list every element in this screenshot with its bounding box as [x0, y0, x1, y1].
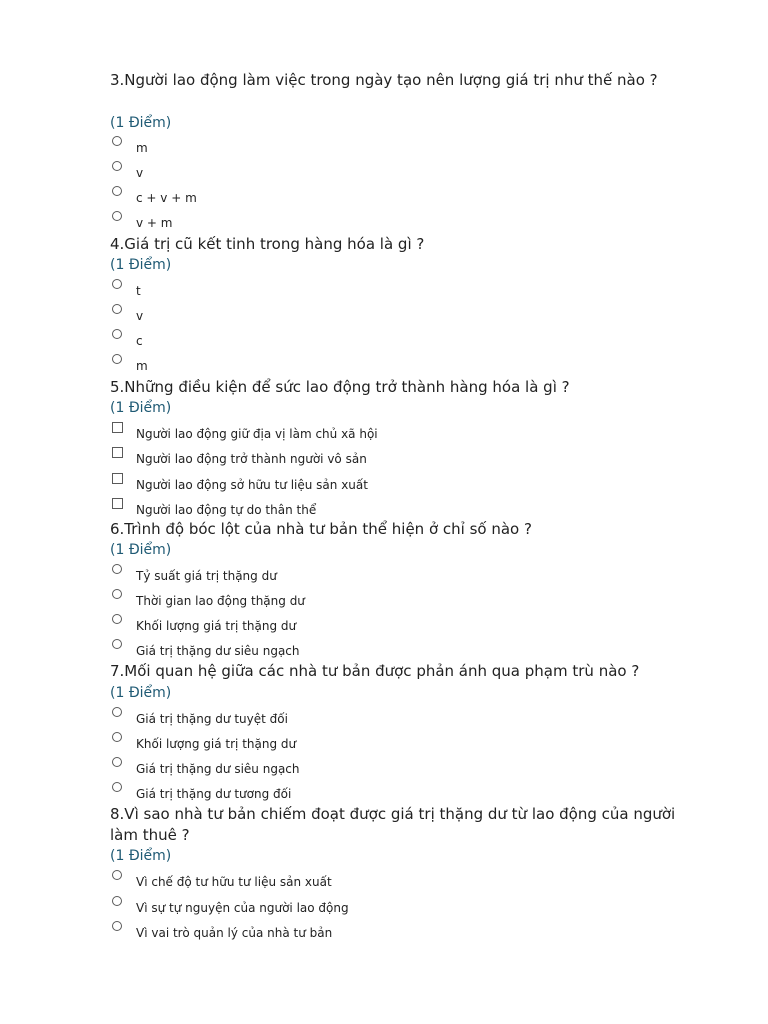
option[interactable]	[110, 564, 670, 589]
question-title: 7.Mối quan hệ giữa các nhà tư bản được phản ánh qua phạm trù nào ?	[110, 662, 640, 680]
option-label: m	[136, 141, 148, 155]
checkbox[interactable]	[112, 422, 123, 433]
question-title: 3.Người lao động làm việc trong ngày tạo nên lượng giá trị như thế nào ?	[110, 71, 658, 89]
checkbox[interactable]	[112, 498, 123, 509]
radio-button[interactable]	[112, 732, 122, 742]
option[interactable]	[110, 589, 670, 614]
option-label: c	[136, 334, 143, 348]
option[interactable]	[110, 896, 670, 921]
question-points: (1 Điểm)	[110, 257, 172, 273]
question-title: 8.Vì sao nhà tư bản chiếm đoạt được giá trị thặng dư từ lao động của người làm thuê ?	[110, 805, 676, 844]
option-label: Khối lượng giá trị thặng dư	[136, 737, 297, 751]
option[interactable]	[110, 354, 670, 379]
question-7	[110, 661, 710, 801]
option[interactable]	[110, 304, 670, 329]
option[interactable]	[110, 136, 670, 161]
question-points: (1 Điểm)	[110, 542, 172, 558]
radio-button[interactable]	[112, 782, 122, 792]
option[interactable]	[110, 447, 670, 472]
option-label: Người lao động sở hữu tư liệu sản xuất	[136, 478, 368, 492]
option-label: Vì vai trò quản lý của nhà tư bản	[136, 926, 333, 940]
option[interactable]	[110, 186, 670, 211]
question-points: (1 Điểm)	[110, 400, 172, 416]
radio-button[interactable]	[112, 870, 122, 880]
option[interactable]	[110, 757, 670, 782]
radio-button[interactable]	[112, 161, 122, 171]
option-label: t	[136, 284, 141, 298]
question-3	[110, 70, 710, 230]
option-label: Giá trị thặng dư tuyệt đối	[136, 712, 288, 726]
option-label: Thời gian lao động thặng dư	[136, 594, 305, 608]
radio-button[interactable]	[112, 354, 122, 364]
option[interactable]	[110, 161, 670, 186]
question-points: (1 Điểm)	[110, 848, 172, 864]
question-points: (1 Điểm)	[110, 115, 172, 131]
radio-button[interactable]	[112, 921, 122, 931]
radio-button[interactable]	[112, 757, 122, 767]
option[interactable]	[110, 473, 670, 498]
option[interactable]	[110, 732, 670, 757]
radio-button[interactable]	[112, 564, 122, 574]
option[interactable]	[110, 614, 670, 639]
question-4	[110, 234, 710, 373]
question-title: 4.Giá trị cũ kết tinh trong hàng hóa là gì ?	[110, 235, 425, 253]
option[interactable]	[110, 870, 670, 895]
option-label: v + m	[136, 216, 173, 230]
radio-button[interactable]	[112, 589, 122, 599]
option-label: Người lao động tự do thân thể	[136, 503, 317, 517]
option[interactable]	[110, 329, 670, 354]
radio-button[interactable]	[112, 614, 122, 624]
option[interactable]	[110, 211, 670, 236]
option-label: Người lao động trở thành người vô sản	[136, 452, 367, 466]
radio-button[interactable]	[112, 304, 122, 314]
radio-button[interactable]	[112, 707, 122, 717]
radio-button[interactable]	[112, 896, 122, 906]
checkbox[interactable]	[112, 473, 123, 484]
radio-button[interactable]	[112, 639, 122, 649]
option-label: Người lao động giữ địa vị làm chủ xã hội	[136, 427, 378, 441]
question-8	[110, 804, 710, 940]
question-title: 5.Những điều kiện để sức lao động trở thành hàng hóa là gì ?	[110, 378, 570, 396]
option-label: Vì chế độ tư hữu tư liệu sản xuất	[136, 875, 332, 889]
option-label: Khối lượng giá trị thặng dư	[136, 619, 297, 633]
option-label: v	[136, 309, 144, 323]
option-label: c + v + m	[136, 191, 197, 205]
radio-button[interactable]	[112, 329, 122, 339]
option-label: Giá trị thặng dư tương đối	[136, 787, 292, 801]
question-5	[110, 377, 710, 517]
option[interactable]	[110, 279, 670, 304]
option[interactable]	[110, 707, 670, 732]
radio-button[interactable]	[112, 279, 122, 289]
option-label: Tỷ suất giá trị thặng dư	[136, 569, 277, 583]
option-label: Giá trị thặng dư siêu ngạch	[136, 762, 300, 776]
option[interactable]	[110, 921, 670, 946]
radio-button[interactable]	[112, 136, 122, 146]
option-label: Giá trị thặng dư siêu ngạch	[136, 644, 300, 658]
radio-button[interactable]	[112, 186, 122, 196]
checkbox[interactable]	[112, 447, 123, 458]
question-title: 6.Trình độ bóc lột của nhà tư bản thể hiện ở chỉ số nào ?	[110, 520, 532, 538]
option[interactable]	[110, 422, 670, 447]
option-label: m	[136, 359, 148, 373]
question-points: (1 Điểm)	[110, 685, 172, 701]
option-label: v	[136, 166, 144, 180]
option-label: Vì sự tự nguyện của người lao động	[136, 901, 349, 915]
question-6	[110, 519, 710, 658]
radio-button[interactable]	[112, 211, 122, 221]
